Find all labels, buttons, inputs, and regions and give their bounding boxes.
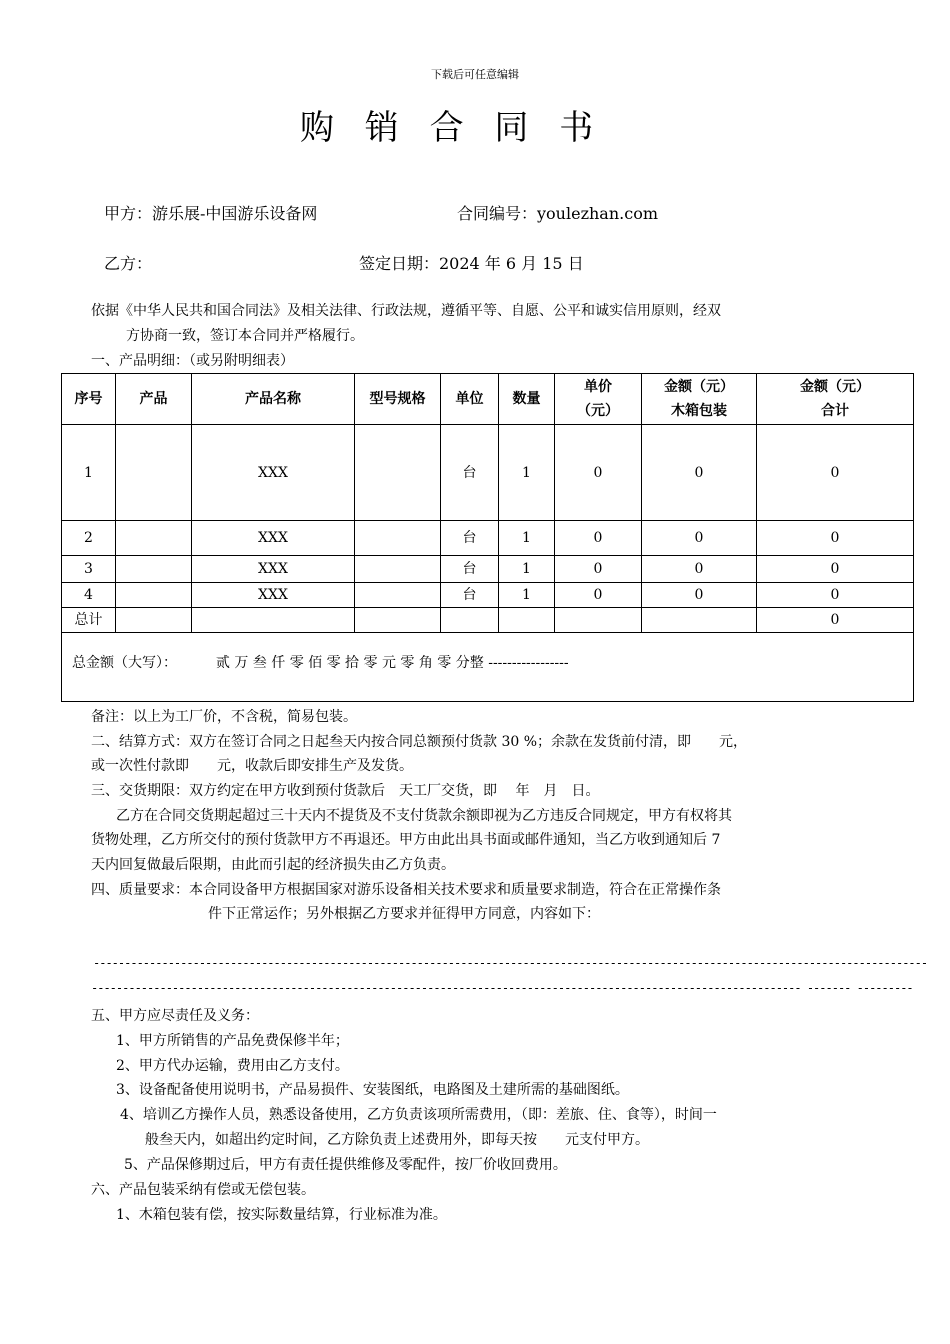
table-cell: XXX (192, 425, 355, 521)
table-cell: 3 (62, 556, 116, 583)
table-cell (116, 556, 192, 583)
contract-number: 合同编号：youlezhan.com (457, 204, 658, 223)
section-3-para-line-3: 天内回复做最后限期，由此而引起的经济损失由乙方负责。 (91, 857, 455, 873)
table-cell (355, 583, 441, 608)
col-header-product: 产品 (116, 374, 192, 425)
section-5-item-5: 5、产品保修期过后，甲方有责任提供维修及零配件，按厂价收回费用。 (124, 1157, 567, 1173)
table-cell: XXX (192, 521, 355, 556)
header-note: 下载后可任意编辑 (431, 68, 519, 81)
col-header-total: 金额（元） 合计 (757, 374, 914, 425)
total-words-value: 贰 万 叁 仟 零 佰 零 拾 零 元 零 角 零 分整 ----------------- (215, 655, 569, 671)
sign-date: 签定日期：2024 年 6 月 15 日 (359, 254, 584, 273)
table-row (62, 583, 914, 608)
table-cell: XXX (192, 556, 355, 583)
section-3-para-line-2: 货物处理，乙方所交付的预付货款甲方不再退还。甲方由此出具书面或邮件通知，当乙方收到通知后 7 (91, 832, 721, 848)
section-5-item-4-line-2: 般叁天内，如超出约定时间，乙方除负责上述费用外，即每天按 元支付甲方。 (145, 1132, 649, 1148)
col-header-model: 型号规格 (355, 374, 441, 425)
table-cell: 台 (441, 425, 499, 521)
blank-line-1: -------------------------------------------------------------------------------------------------------------------------------------- (93, 956, 928, 970)
section-6-item-1: 1、木箱包装有偿，按实际数量结算，行业标准为准。 (116, 1207, 447, 1223)
page-title: 购 销 合 同 书 (300, 108, 604, 148)
product-table (61, 373, 914, 702)
col-header-packaging: 金额（元） 木箱包装 (642, 374, 757, 425)
table-cell: 0 (757, 583, 914, 608)
table-cell (355, 425, 441, 521)
table-cell: 1 (62, 425, 116, 521)
col-header-unit: 单位 (441, 374, 499, 425)
section-5-item-1: 1、甲方所销售的产品免费保修半年； (116, 1033, 349, 1049)
table-cell: 0 (555, 425, 642, 521)
table-cell (116, 521, 192, 556)
col-header-product-name: 产品名称 (192, 374, 355, 425)
section-5-item-3: 3、设备配备使用说明书，产品易损件、安装图纸，电路图及土建所需的基础图纸。 (116, 1082, 629, 1098)
table-cell: 0 (555, 556, 642, 583)
section-5-item-2: 2、甲方代办运输，费用由乙方支付。 (116, 1058, 349, 1074)
col-header-seq: 序号 (62, 374, 116, 425)
table-row (62, 521, 914, 556)
party-b: 乙方： (104, 254, 153, 273)
table-cell (116, 425, 192, 521)
remark: 备注：以上为工厂价，不含税，简易包装。 (91, 709, 357, 725)
table-cell: 1 (499, 521, 555, 556)
section-3: 三、交货期限：双方约定在甲方收到预付货款后 天工厂交货，即 年 月 日。 (91, 783, 600, 799)
section-5-heading: 五、甲方应尽责任及义务： (91, 1008, 259, 1024)
table-row (62, 556, 914, 583)
blank-line-2: ------------------------------------------------------------------------------------------------------------------ ------- --------- (91, 981, 913, 995)
section-2-line-1: 二、结算方式：双方在签订合同之日起叁天内按合同总额预付货款 30 %；余款在发货前付清，即 元， (91, 734, 748, 750)
table-cell: 0 (757, 521, 914, 556)
section-1-heading: 一、产品明细：（或另附明细表） (91, 353, 294, 369)
table-total-words-row (62, 633, 914, 702)
table-cell: 0 (757, 556, 914, 583)
table-cell: 0 (555, 521, 642, 556)
table-cell (116, 583, 192, 608)
intro-line-2: 方协商一致，签订本合同并严格履行。 (126, 328, 364, 344)
table-cell: 台 (441, 521, 499, 556)
table-cell: 1 (499, 583, 555, 608)
party-a: 甲方：游乐展-中国游乐设备网 (104, 204, 318, 223)
table-header-row (62, 374, 914, 425)
table-cell: 0 (642, 583, 757, 608)
table-cell (355, 521, 441, 556)
section-2-line-2: 或一次性付款即 元，收款后即安排生产及发货。 (91, 758, 413, 774)
col-header-quantity: 数量 (499, 374, 555, 425)
table-cell: 台 (441, 583, 499, 608)
total-value: 0 (757, 608, 914, 633)
table-cell: 4 (62, 583, 116, 608)
table-cell (355, 556, 441, 583)
table-total-row (62, 608, 914, 633)
table-cell: XXX (192, 583, 355, 608)
table-cell: 2 (62, 521, 116, 556)
intro-line-1: 依据《中华人民共和国合同法》及相关法律、行政法规，遵循平等、自愿、公平和诚实信用原则，经双 (91, 303, 721, 319)
section-4-line-2: 件下正常运作；另外根据乙方要求并征得甲方同意，内容如下： (208, 906, 600, 922)
section-5-item-4-line-1: 4、培训乙方操作人员，熟悉设备使用，乙方负责该项所需费用，（即：差旅、住、食等），时间一 (120, 1107, 717, 1123)
table-cell: 0 (642, 556, 757, 583)
total-words-label: 总金额（大写）： (72, 655, 177, 671)
table-cell: 0 (642, 425, 757, 521)
table-cell: 0 (757, 425, 914, 521)
table-row (62, 425, 914, 521)
table-cell: 1 (499, 556, 555, 583)
section-3-para-line-1: 乙方在合同交货期起超过三十天内不提货及不支付货款余额即视为乙方违反合同规定，甲方有权将其 (116, 808, 732, 824)
table-cell: 0 (642, 521, 757, 556)
section-4-line-1: 四、质量要求：本合同设备甲方根据国家对游乐设备相关技术要求和质量要求制造，符合在正常操作条 (91, 882, 721, 898)
table-cell: 台 (441, 556, 499, 583)
section-6-heading: 六、产品包装采纳有偿或无偿包装。 (91, 1182, 315, 1198)
total-label: 总计 (62, 608, 116, 633)
table-cell: 0 (555, 583, 642, 608)
col-header-unit-price: 单价 （元） (555, 374, 642, 425)
table-cell: 1 (499, 425, 555, 521)
